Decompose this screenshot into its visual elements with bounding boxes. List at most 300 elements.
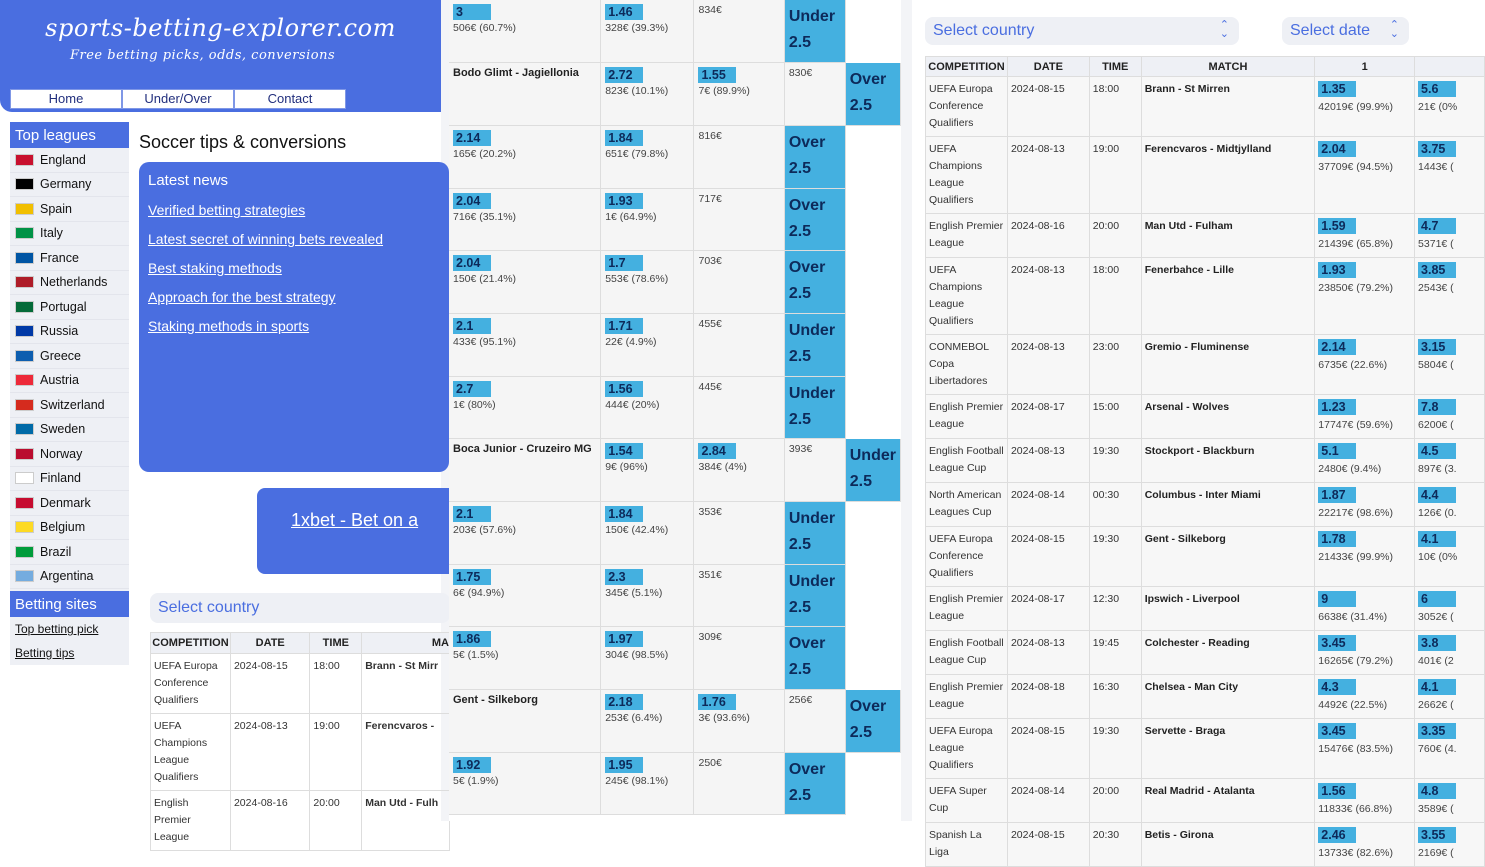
odds-badge: 6 <box>1418 591 1456 607</box>
odds-badge: 3.85 <box>1418 262 1456 278</box>
sidebar-heading-top-leagues: Top leagues <box>10 122 129 148</box>
sidebar-item-portugal[interactable] <box>10 295 129 320</box>
result-label: Under 2.5 <box>788 321 836 365</box>
odds-badge: 7.8 <box>1418 399 1456 415</box>
table-cell: UEFA Champions League Qualifiers <box>151 714 231 791</box>
sidebar-item-label: Spain <box>40 201 72 216</box>
stake-percentage: 16265€ (79.2%) <box>1318 655 1393 667</box>
odds-table <box>449 0 901 815</box>
stake-percentage: 444€ (20%) <box>605 398 660 411</box>
odds-badge: 1.35 <box>1318 81 1356 97</box>
match-name: Bodo Glimt - Jagiellonia <box>453 67 579 80</box>
odds-badge: 1.75 <box>453 569 491 585</box>
sidebar-item-label: France <box>40 250 79 265</box>
news-title: Latest news <box>148 172 229 189</box>
sidebar-item-sweden[interactable] <box>10 418 129 443</box>
nav-contact[interactable]: Contact <box>234 89 346 109</box>
stake-percentage: 7€ (89.9%) <box>698 85 750 98</box>
stake-percentage: 4492€ (22.5%) <box>1318 699 1388 711</box>
odds-badge: 3.75 <box>1418 141 1456 157</box>
result-label: Under 2.5 <box>788 510 836 553</box>
match-time: 00:30 <box>1092 489 1120 501</box>
result-label: Over 2.5 <box>849 70 887 114</box>
odds-badge: 1.56 <box>605 381 643 397</box>
stake-percentage: 9€ (96%) <box>605 461 648 474</box>
sidebar-link-top-betting-pick[interactable]: Top betting pick <box>15 622 99 636</box>
flag-icon <box>15 276 34 288</box>
flag-icon <box>15 423 34 435</box>
table-row[interactable] <box>926 335 1485 395</box>
chevron-updown-icon: ⌃ ⌄ <box>1219 19 1229 40</box>
match-time: 15:00 <box>1092 401 1120 413</box>
odds-badge: 1.87 <box>1318 487 1356 503</box>
odds-badge: 3.55 <box>1418 827 1456 843</box>
table-cell: Man Utd - Fulh <box>362 791 450 851</box>
sidebar-item-label: Sweden <box>40 422 86 437</box>
column-header: COMPETITION <box>926 57 1008 77</box>
table-row[interactable] <box>449 63 901 126</box>
odds-badge: 1.54 <box>605 443 643 459</box>
table-cell: 2024-08-13 <box>230 714 309 791</box>
column-header: TIME <box>1089 57 1141 77</box>
stake-percentage: 2662€ ( <box>1418 699 1454 711</box>
stake-percentage: 165€ (20.2%) <box>453 147 517 160</box>
table-row[interactable] <box>926 395 1485 439</box>
sidebar-item-norway[interactable] <box>10 442 129 467</box>
table-cell: Ferencvaros - <box>362 714 450 791</box>
result-label: Under 2.5 <box>788 572 836 616</box>
flag-icon <box>15 227 34 239</box>
stake-percentage: 11833€ (66.8%) <box>1318 803 1393 815</box>
odds-badge: 1.71 <box>605 318 643 334</box>
table-cell: Brann - St Mirr <box>362 654 450 714</box>
match-time: 16:30 <box>1092 681 1120 693</box>
sidebar-item-austria[interactable] <box>10 369 129 394</box>
result-label: Under 2.5 <box>849 446 896 490</box>
table-row[interactable] <box>926 77 1485 137</box>
competition: UEFA Champions League Qualifiers <box>929 143 983 206</box>
match-name: Chelsea - Man City <box>1144 681 1239 693</box>
news-link[interactable]: Approach for the best strategy <box>148 289 336 305</box>
odds-badge: 1.92 <box>453 757 491 773</box>
odds-badge: 1.93 <box>605 193 643 209</box>
table-row[interactable] <box>449 690 901 753</box>
odds-badge: 9 <box>1318 591 1356 607</box>
table-row[interactable] <box>449 125 901 188</box>
odds-badge: 4.3 <box>1318 679 1356 695</box>
competition: English Football League Cup <box>929 445 1004 474</box>
table-row[interactable] <box>926 823 1485 867</box>
sidebar <box>10 122 129 665</box>
stake-percentage: 823€ (10.1%) <box>605 85 669 98</box>
table-row[interactable] <box>449 502 901 565</box>
match-name: Arsenal - Wolves <box>1144 401 1230 413</box>
result-label: Over 2.5 <box>788 760 826 804</box>
competition: Spanish La Liga <box>929 829 982 858</box>
competition: CONMEBOL Copa Libertadores <box>929 341 989 387</box>
result-label: Under 2.5 <box>788 8 836 51</box>
match-date: 2024-08-18 <box>1010 681 1065 693</box>
sidebar-item-spain[interactable] <box>10 197 129 222</box>
sidebar-item-label: Greece <box>40 348 81 363</box>
sidebar-item-argentina[interactable] <box>10 565 129 590</box>
odds-badge: 2.04 <box>453 193 491 209</box>
table-row[interactable] <box>449 251 901 314</box>
stake-percentage: 10€ (0% <box>1418 551 1458 563</box>
match-name: Real Madrid - Atalanta <box>1144 785 1255 797</box>
stake-percentage: 3052€ ( <box>1418 611 1454 623</box>
sidebar-item-belgium[interactable] <box>10 516 129 541</box>
match-date: 2024-08-15 <box>1010 83 1065 95</box>
table-row[interactable] <box>926 258 1485 335</box>
stake-percentage: 22217€ (98.6%) <box>1318 507 1393 519</box>
match-name: Stockport - Blackburn <box>1144 445 1255 457</box>
odds-badge: 3.35 <box>1418 723 1456 739</box>
sidebar-item-label: Argentina <box>40 569 94 584</box>
table-row[interactable] <box>926 719 1485 779</box>
result-label: Under 2.5 <box>788 384 836 428</box>
match-time: 19:45 <box>1092 637 1120 649</box>
stake-percentage: 716€ (35.1%) <box>453 210 517 223</box>
stake-percentage: 1443€ ( <box>1418 161 1454 173</box>
match-date: 2024-08-14 <box>1010 785 1065 797</box>
competition: English Premier League <box>929 681 1004 710</box>
odds-badge: 2.1 <box>453 506 491 522</box>
table-cell: 20:00 <box>310 791 362 851</box>
stake-percentage: 304€ (98.5%) <box>605 649 669 662</box>
column-header: 1 <box>1315 57 1415 77</box>
news-link[interactable]: Latest secret of winning bets revealed <box>148 231 384 247</box>
odds-badge: 1.23 <box>1318 399 1356 415</box>
match-date: 2024-08-17 <box>1010 401 1065 413</box>
odds-badge: 2.04 <box>1318 141 1356 157</box>
match-name: Boca Junior - Cruzeiro MG <box>453 443 592 456</box>
flag-icon <box>15 497 34 509</box>
odds-badge: 2.14 <box>1318 339 1356 355</box>
flag-icon <box>15 325 34 337</box>
stake-percentage: 6€ (94.9%) <box>453 586 505 599</box>
odds-badge: 2.84 <box>698 443 736 459</box>
match-date: 2024-08-16 <box>1010 220 1065 232</box>
stake-percentage: 2543€ ( <box>1418 282 1454 294</box>
table-row[interactable] <box>449 564 901 627</box>
sidebar-item-italy[interactable] <box>10 222 129 247</box>
odds-badge: 5.6 <box>1418 81 1456 97</box>
odds-badge: 1.7 <box>605 255 643 271</box>
stake-percentage: 22€ (4.9%) <box>605 335 657 348</box>
sidebar-heading-betting-sites: Betting sites <box>10 591 129 617</box>
odds-badge: 2.04 <box>453 255 491 271</box>
table-row[interactable] <box>449 188 901 251</box>
odds-badge: 1.46 <box>605 4 643 20</box>
match-time: 20:00 <box>1092 220 1120 232</box>
match-name: Colchester - Reading <box>1144 637 1250 649</box>
stake-percentage: 15476€ (83.5%) <box>1318 743 1393 755</box>
match-time: 19:30 <box>1092 445 1120 457</box>
volume: 834€ <box>698 4 722 16</box>
sidebar-item-label: Austria <box>40 373 79 388</box>
odds-badge: 2.7 <box>453 381 491 397</box>
site-tagline: Free betting picks, odds, conversions <box>70 48 336 63</box>
sidebar-item-label: Germany <box>40 177 92 192</box>
odds-badge: 4.1 <box>1418 531 1456 547</box>
volume: 445€ <box>698 380 722 393</box>
stake-percentage: 328€ (39.3%) <box>605 22 669 34</box>
select-country-dropdown[interactable] <box>925 17 1239 45</box>
odds-badge: 1.95 <box>605 757 643 773</box>
select-country-label: Select country <box>933 22 1035 39</box>
volume: 717€ <box>698 192 722 205</box>
stake-percentage: 506€ (60.7%) <box>453 22 517 34</box>
match-time: 12:30 <box>1092 593 1120 605</box>
site-panel-left <box>0 0 449 843</box>
sidebar-item-england[interactable] <box>10 148 129 173</box>
flag-icon <box>15 301 34 313</box>
stake-percentage: 21€ (0% <box>1418 101 1458 113</box>
volume: 353€ <box>698 506 722 518</box>
sidebar-item-denmark[interactable] <box>10 491 129 516</box>
flag-icon <box>15 472 34 484</box>
table-row[interactable] <box>151 654 450 714</box>
match-date: 2024-08-13 <box>1010 143 1065 155</box>
stake-percentage: 37709€ (94.5%) <box>1318 161 1393 173</box>
volume: 256€ <box>788 694 813 707</box>
column-header: DATE <box>1007 57 1089 77</box>
odds-badge: 3.45 <box>1318 635 1356 651</box>
matches-table <box>925 56 1485 867</box>
table-row[interactable] <box>926 779 1485 823</box>
sidebar-item-label: Italy <box>40 226 63 241</box>
stake-percentage: 5371€ ( <box>1418 238 1454 250</box>
match-name: Man Utd - Fulham <box>1144 220 1233 232</box>
main-nav <box>10 89 346 109</box>
stake-percentage: 150€ (42.4%) <box>605 524 669 536</box>
volume: 309€ <box>698 631 722 644</box>
match-date: 2024-08-13 <box>1010 445 1065 457</box>
volume: 455€ <box>698 317 722 330</box>
table-cell: UEFA Europa Conference Qualifiers <box>151 654 231 714</box>
sidebar-item-label: Portugal <box>40 299 87 314</box>
stake-percentage: 6638€ (31.4%) <box>1318 611 1388 623</box>
match-time: 19:30 <box>1092 533 1120 545</box>
odds-badge: 1.97 <box>605 631 643 647</box>
stake-percentage: 760€ (4. <box>1418 743 1457 755</box>
table-row[interactable] <box>449 313 901 376</box>
table-cell: 2024-08-15 <box>230 654 309 714</box>
chevron-updown-icon: ⌃ ⌄ <box>1389 19 1399 40</box>
stake-percentage: 21439€ (65.8%) <box>1318 238 1393 250</box>
table-row[interactable] <box>926 214 1485 258</box>
volume: 830€ <box>788 67 813 80</box>
sidebar-item-greece[interactable] <box>10 344 129 369</box>
odds-badge: 4.8 <box>1418 783 1456 799</box>
stake-percentage: 5804€ ( <box>1418 359 1454 371</box>
volume: 703€ <box>698 255 722 268</box>
match-date: 2024-08-15 <box>1010 829 1065 841</box>
match-name: Columbus - Inter Miami <box>1144 489 1261 501</box>
table-cell: 2024-08-16 <box>230 791 309 851</box>
odds-badge: 1.56 <box>1318 783 1356 799</box>
nav-under-over[interactable]: Under/Over <box>122 89 234 109</box>
odds-badge: 1.76 <box>698 694 736 710</box>
competition: UEFA Europa League Qualifiers <box>929 725 993 771</box>
odds-badge: 4.4 <box>1418 487 1456 503</box>
odds-badge: 4.1 <box>1418 679 1456 695</box>
flag-icon <box>15 203 34 215</box>
table-cell: 18:00 <box>310 654 362 714</box>
match-time: 19:30 <box>1092 725 1120 737</box>
odds-badge: 3.15 <box>1418 339 1456 355</box>
stake-percentage: 3589€ ( <box>1418 803 1454 815</box>
odds-badge: 3.45 <box>1318 723 1356 739</box>
match-date: 2024-08-13 <box>1010 341 1065 353</box>
odds-badge: 5.1 <box>1318 443 1356 459</box>
stake-percentage: 2480€ (9.4%) <box>1318 463 1382 475</box>
sidebar-link-betting-tips[interactable]: Betting tips <box>15 646 75 660</box>
sidebar-item-label: Denmark <box>40 495 91 510</box>
column-header: DATE <box>230 633 309 654</box>
odds-badge: 1.84 <box>605 506 643 522</box>
table-cell: 19:00 <box>310 714 362 791</box>
match-name: Gremio - Fluminense <box>1144 341 1250 353</box>
sidebar-item-label: Netherlands <box>40 275 108 290</box>
site-logo[interactable]: sports-betting-explorer.com <box>45 14 396 42</box>
news-box <box>139 162 449 472</box>
match-date: 2024-08-13 <box>1010 264 1065 276</box>
sidebar-item-finland[interactable] <box>10 467 129 492</box>
match-name: Fenerbahce - Lille <box>1144 264 1234 276</box>
odds-badge: 2.1 <box>453 318 491 334</box>
match-name: Ipswich - Liverpool <box>1144 593 1240 605</box>
odds-badge: 2.14 <box>453 130 491 146</box>
odds-badge: 1.59 <box>1318 218 1356 234</box>
result-label: Over 2.5 <box>788 259 826 303</box>
stake-percentage: 1€ (80%) <box>453 398 496 411</box>
table-row[interactable] <box>449 752 901 815</box>
sidebar-item-germany[interactable] <box>10 173 129 198</box>
competition: UEFA Europa Conference Qualifiers <box>929 533 993 579</box>
stake-percentage: 150€ (21.4%) <box>453 273 517 286</box>
result-label: Over 2.5 <box>788 635 826 679</box>
table-row[interactable] <box>449 439 901 502</box>
sidebar-item-switzerland[interactable] <box>10 393 129 418</box>
table-row[interactable] <box>926 675 1485 719</box>
odds-badge: 4.5 <box>1418 443 1456 459</box>
news-link[interactable]: Verified betting strategies <box>148 202 306 218</box>
sidebar-item-label: Norway <box>40 446 83 461</box>
table-row[interactable] <box>926 631 1485 675</box>
odds-badge: 2.46 <box>1318 827 1356 843</box>
sidebar-item-russia[interactable] <box>10 320 129 345</box>
odds-badge: 2.3 <box>605 569 643 585</box>
flag-icon <box>15 546 34 558</box>
competition: UEFA Super Cup <box>929 785 987 814</box>
competition: English Premier League <box>929 220 1004 249</box>
sidebar-item-label: England <box>40 152 86 167</box>
sidebar-item-netherlands[interactable] <box>10 271 129 296</box>
competition: English Premier League <box>929 401 1004 430</box>
flag-icon <box>15 154 34 166</box>
nav-home[interactable]: Home <box>10 89 122 109</box>
match-time: 18:00 <box>1092 264 1120 276</box>
match-time: 23:00 <box>1092 341 1120 353</box>
stake-percentage: 245€ (98.1%) <box>605 774 669 787</box>
odds-badge: 2.72 <box>605 67 643 83</box>
result-label: Over 2.5 <box>849 697 887 741</box>
table-row[interactable] <box>926 527 1485 587</box>
competition: English Premier League <box>929 593 1004 622</box>
stake-percentage: 23850€ (79.2%) <box>1318 282 1393 294</box>
stake-percentage: 5€ (1.5%) <box>453 649 499 662</box>
odds-badge: 1.78 <box>1318 531 1356 547</box>
stake-percentage: 553€ (78.6%) <box>605 273 669 286</box>
site-header <box>0 0 441 112</box>
sidebar-item-label: Brazil <box>40 544 72 559</box>
match-date: 2024-08-13 <box>1010 637 1065 649</box>
stake-percentage: 401€ (2 <box>1418 655 1454 667</box>
odds-badge: 2.18 <box>605 694 643 710</box>
odds-badge: 1.86 <box>453 631 491 647</box>
table-row[interactable] <box>926 137 1485 214</box>
odds-panel-middle <box>449 0 901 821</box>
flag-icon <box>15 178 34 190</box>
matches-panel-right <box>912 0 1460 859</box>
table-row[interactable] <box>151 791 450 851</box>
match-name: Gent - Silkeborg <box>1144 533 1226 545</box>
odds-badge: 3.8 <box>1418 635 1456 651</box>
select-country-dropdown[interactable]: Select country <box>150 593 450 623</box>
stake-percentage: 1€ (64.9%) <box>605 210 657 223</box>
stake-percentage: 897€ (3. <box>1418 463 1457 475</box>
odds-badge: 3 <box>453 4 491 20</box>
stake-percentage: 3€ (93.6%) <box>698 712 750 725</box>
match-date: 2024-08-17 <box>1010 593 1065 605</box>
table-row[interactable] <box>449 0 901 63</box>
ad-banner[interactable]: 1xbet - Bet on a <box>257 488 457 574</box>
result-label: Over 2.5 <box>788 133 826 177</box>
volume: 351€ <box>698 568 722 581</box>
competition: UEFA Europa Conference Qualifiers <box>929 83 993 129</box>
sidebar-item-brazil[interactable] <box>10 540 129 565</box>
competition: English Football League Cup <box>929 637 1004 666</box>
volume: 393€ <box>788 443 813 456</box>
match-name: Betis - Girona <box>1144 829 1214 841</box>
match-name: Servette - Braga <box>1144 725 1226 737</box>
table-row[interactable] <box>151 714 450 791</box>
table-row[interactable] <box>926 439 1485 483</box>
column-header: TIME <box>310 633 362 654</box>
column-header: MA <box>362 633 450 654</box>
sidebar-item-label: Belgium <box>40 520 86 535</box>
match-time: 20:00 <box>1092 785 1120 797</box>
table-row[interactable] <box>926 587 1485 631</box>
sidebar-item-france[interactable] <box>10 246 129 271</box>
table-row[interactable] <box>926 483 1485 527</box>
stake-percentage: 253€ (6.4%) <box>605 712 663 725</box>
flag-icon <box>15 448 34 460</box>
match-date: 2024-08-15 <box>1010 533 1065 545</box>
stake-percentage: 384€ (4%) <box>698 461 747 474</box>
column-header: COMPETITION <box>151 633 231 654</box>
table-row[interactable] <box>449 627 901 690</box>
table-row[interactable] <box>449 376 901 439</box>
match-time: 18:00 <box>1092 83 1120 95</box>
news-link[interactable]: Staking methods in sports <box>148 318 310 334</box>
odds-badge: 1.84 <box>605 130 643 146</box>
news-link[interactable]: Best staking methods <box>148 260 282 276</box>
select-date-dropdown[interactable] <box>1282 17 1409 45</box>
stake-percentage: 42019€ (99.9%) <box>1318 101 1393 113</box>
